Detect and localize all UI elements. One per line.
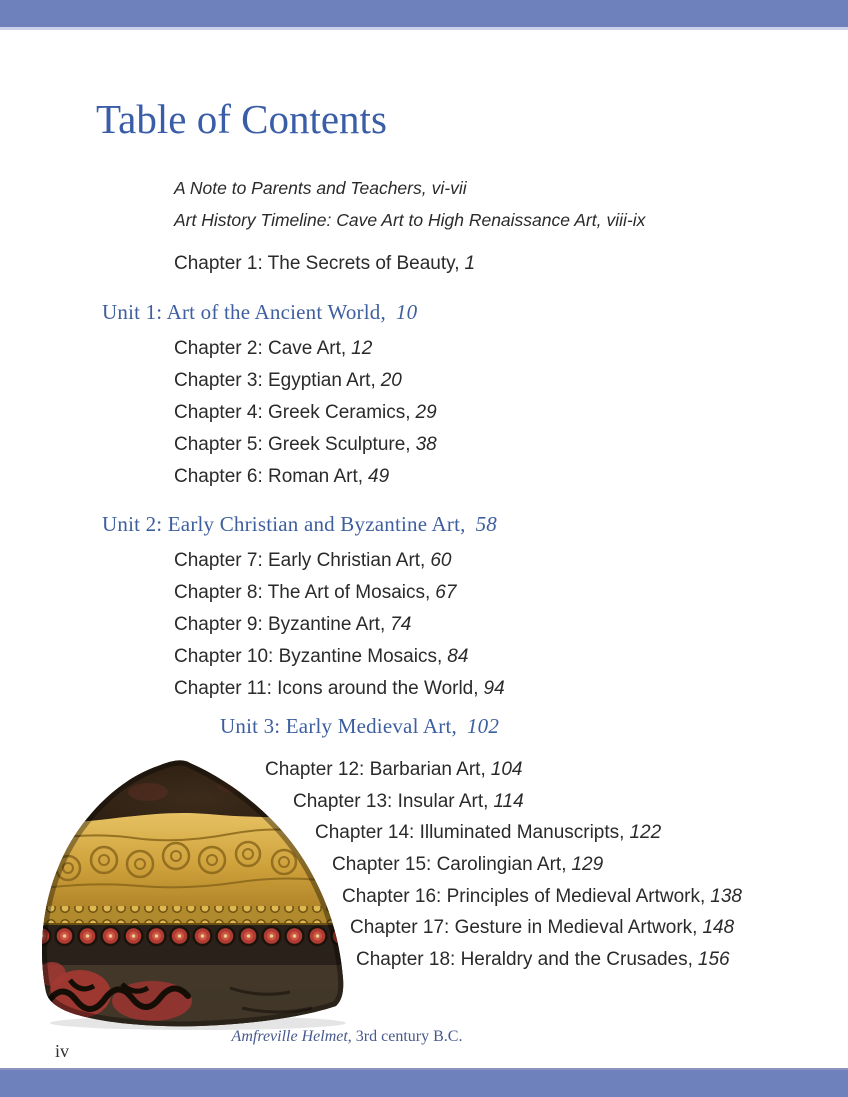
amfreville-helmet-image	[30, 756, 360, 1032]
unit-label: Unit 2: Early Christian and Byzantine Art,	[102, 512, 466, 536]
entry-page: 38	[415, 434, 437, 455]
entry-label: Chapter 14: Illuminated Manuscripts,	[315, 822, 625, 843]
entry-label: Chapter 8: The Art of Mosaics,	[174, 582, 431, 603]
toc-entry-chapter-17	[350, 915, 734, 941]
toc-entry-chapter-16	[342, 884, 742, 910]
toc-entry-chapter-8	[174, 580, 456, 606]
entry-page: 67	[435, 582, 457, 603]
entry-label: Chapter 12: Barbarian Art,	[265, 759, 486, 780]
entry-label: Chapter 7: Early Christian Art,	[174, 550, 426, 571]
entry-label: A Note to Parents and Teachers,	[174, 178, 427, 198]
unit-label: Unit 3: Early Medieval Art,	[220, 714, 457, 738]
entry-label: Chapter 10: Byzantine Mosaics,	[174, 646, 443, 667]
entry-page: 60	[430, 550, 452, 571]
entry-page: viii-ix	[606, 210, 646, 230]
toc-entry-chapter-5	[174, 432, 437, 458]
toc-entry-chapter-2	[174, 336, 372, 362]
entry-label: Chapter 3: Egyptian Art,	[174, 370, 376, 391]
toc-entry-chapter-10	[174, 644, 468, 670]
folio-page-number: iv	[55, 1041, 70, 1061]
toc-entry-chapter-15	[332, 852, 603, 878]
helmet-illustration	[30, 756, 360, 1032]
entry-label: Chapter 17: Gesture in Medieval Artwork,	[350, 917, 698, 938]
entry-page: 74	[390, 614, 412, 635]
entry-label: Chapter 2: Cave Art,	[174, 338, 347, 359]
entry-page: 1	[464, 253, 476, 274]
unit-heading-2	[102, 509, 497, 539]
entry-page: 138	[710, 886, 742, 907]
entry-label: Chapter 9: Byzantine Art,	[174, 614, 386, 635]
entry-label: Chapter 16: Principles of Medieval Artwork,	[342, 886, 706, 907]
image-caption	[147, 1026, 547, 1048]
entry-page: 94	[483, 678, 505, 699]
toc-entry-chapter-9	[174, 612, 411, 638]
entry-label: Chapter 15: Carolingian Art,	[332, 854, 567, 875]
unit-page: 102	[466, 714, 500, 738]
entry-page: 129	[571, 854, 604, 875]
toc-entry-chapter-14	[315, 820, 661, 846]
entry-label: Art History Timeline: Cave Art to High Renaissance Art,	[174, 210, 602, 230]
bottom-border-bar	[0, 1068, 848, 1097]
entry-page: 148	[702, 917, 735, 938]
toc-entry-chapter-18	[356, 947, 730, 973]
unit-page: 58	[475, 512, 497, 536]
entry-page: 122	[629, 822, 662, 843]
entry-label: Chapter 5: Greek Sculpture,	[174, 434, 411, 455]
entry-label: Chapter 1: The Secrets of Beauty,	[174, 253, 460, 274]
toc-entry-chapter-4	[174, 400, 437, 426]
toc-entry-chapter-6	[174, 464, 389, 490]
unit-heading-1	[102, 297, 417, 327]
front-matter-entry	[174, 207, 645, 233]
caption-title: Amfreville Helmet	[231, 1028, 348, 1045]
entry-label: Chapter 11: Icons around the World,	[174, 678, 479, 699]
top-border-bar	[0, 0, 848, 30]
caption-date: , 3rd century B.C.	[347, 1028, 463, 1045]
toc-entry-chapter-1	[174, 251, 475, 277]
entry-page: vi-vii	[431, 178, 467, 198]
entry-page: 49	[368, 466, 390, 487]
unit-heading-3	[220, 711, 499, 741]
page-title: Table of Contents	[96, 96, 387, 142]
entry-label: Chapter 18: Heraldry and the Crusades,	[356, 949, 693, 970]
toc-entry-chapter-11	[174, 676, 505, 702]
entry-page: 104	[490, 759, 523, 780]
entry-label: Chapter 4: Greek Ceramics,	[174, 402, 411, 423]
toc-entry-chapter-7	[174, 548, 451, 574]
front-matter-entry	[174, 175, 467, 201]
entry-page: 114	[493, 791, 524, 812]
toc-entry-chapter-3	[174, 368, 402, 394]
entry-page: 20	[380, 370, 402, 391]
entry-label: Chapter 13: Insular Art,	[293, 791, 489, 812]
entry-page: 29	[415, 402, 437, 423]
unit-page: 10	[395, 300, 418, 324]
entry-page: 156	[697, 949, 730, 970]
entry-page: 12	[351, 338, 373, 359]
unit-label: Unit 1: Art of the Ancient World,	[102, 300, 386, 324]
entry-label: Chapter 6: Roman Art,	[174, 466, 364, 487]
entry-page: 84	[447, 646, 469, 667]
